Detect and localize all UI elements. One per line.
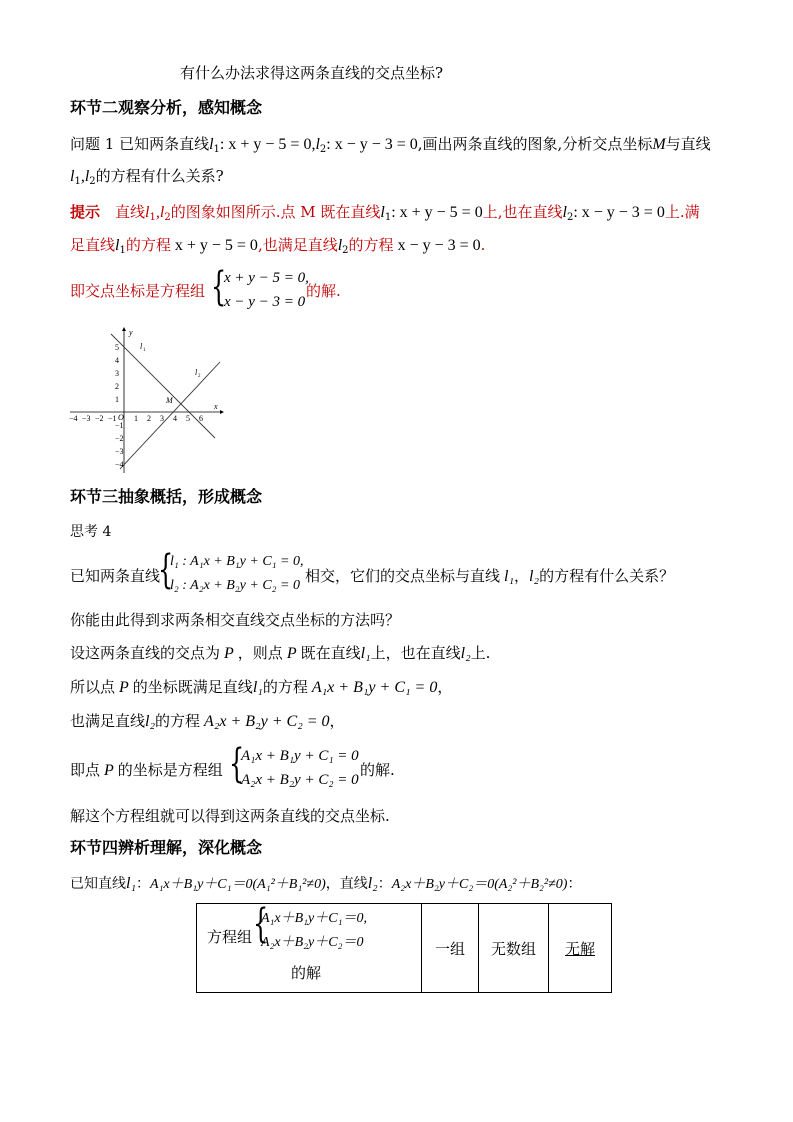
col-one-solution: 一组 xyxy=(422,904,479,993)
graph-l2-sub: 2 xyxy=(198,374,201,379)
s4-eq2: A₂x＋B₂y＋C₂＝0(A₂²＋B₂²≠0) xyxy=(391,877,568,892)
system-cell xyxy=(197,901,422,993)
graph-y-label: y xyxy=(129,328,133,337)
thus-p: P xyxy=(104,762,114,779)
known-suffix-b: 的方程有什么关系？ xyxy=(539,567,675,585)
thus-suffix: 的解. xyxy=(360,761,395,779)
so-l1: l₁ xyxy=(252,679,263,696)
hint-text2: 的图象如图所示.点 M 既在直线 xyxy=(170,203,381,221)
sys-brace: { xyxy=(211,264,227,310)
y-tick-label: 1 xyxy=(115,395,119,404)
hint2-l1-sub: 1 xyxy=(119,245,126,256)
also-line xyxy=(70,711,345,732)
let-c: 既在直线 xyxy=(300,644,361,662)
let-p: P xyxy=(224,645,234,662)
thus-eq2: A₂x + B₂y + C₂ = 0 xyxy=(241,772,359,788)
x-tick-label: −1 xyxy=(108,414,117,423)
q1-l1-sub: 1 xyxy=(74,176,81,187)
hint2-eq1: x + y − 5 = 0 xyxy=(174,237,258,254)
l1-sub: 1 xyxy=(213,144,220,155)
q1-prefix: 问题 1 已知两条直线 xyxy=(70,135,210,153)
hint-l1b-sub: 1 xyxy=(384,212,392,223)
hint2-d: 的方程 xyxy=(348,236,394,254)
known-sys-l1: l₁ : A₁x + B₁y + C₁ = 0, xyxy=(170,554,304,569)
s4-l2: l₂ xyxy=(367,875,378,892)
point-m: M xyxy=(652,136,666,153)
let-l2: l₂ xyxy=(460,645,471,662)
y-tick-label: −3 xyxy=(115,447,124,456)
let-d: 上，也在直线 xyxy=(370,644,461,662)
col-infinite-solutions: 无数组 xyxy=(479,904,549,993)
hint-l2b-sub: 2 xyxy=(566,212,574,223)
so-b: 的坐标既满足直线 xyxy=(132,678,253,696)
hint-label: 提示 xyxy=(70,203,101,221)
l2-eq: : x − y − 3 = 0 xyxy=(326,136,418,153)
graph-m-label: M xyxy=(166,396,173,405)
y-tick-label: 3 xyxy=(115,369,119,378)
let-b: ，则点 xyxy=(237,644,283,662)
so-eq: A₁x + B₁y + C₁ = 0 xyxy=(311,679,438,696)
q1-l1: l xyxy=(70,168,75,185)
graph-l2-label: l xyxy=(195,368,198,377)
x-tick-label: 6 xyxy=(199,414,203,423)
hint2-l1: l xyxy=(115,237,120,254)
x-tick-label: 5 xyxy=(186,414,190,423)
hint2-l2: l xyxy=(337,237,343,254)
thus-prefix xyxy=(70,760,223,781)
table-row xyxy=(197,904,612,993)
also-a: 也满足直线 xyxy=(70,712,146,730)
hint2-e: . xyxy=(480,236,486,254)
hint-line1 xyxy=(70,202,700,223)
hint2-c: ,也满足直线 xyxy=(257,236,338,254)
so-c: 的方程 xyxy=(262,678,308,696)
so-line xyxy=(70,677,452,698)
known-brace: { xyxy=(158,547,174,593)
thus-b: 的坐标是方程组 xyxy=(117,761,223,779)
s4-l1: l₁ xyxy=(126,875,137,892)
solve-line: 解这个方程组就可以得到这两条直线的交点坐标. xyxy=(70,807,390,825)
hint2-b: 的方程 xyxy=(125,236,171,254)
question1-line1 xyxy=(70,134,711,155)
think-label: 思考 4 xyxy=(70,524,112,540)
method-line: 你能由此得到求两条相交直线交点坐标的方法吗？ xyxy=(70,611,401,629)
l2-sub: 2 xyxy=(319,144,327,155)
hint2-eq2: x − y − 3 = 0 xyxy=(397,237,481,254)
hint2-a: 足直线 xyxy=(70,236,116,254)
y-tick-label: −4 xyxy=(115,460,124,469)
sys-prefix: 即交点坐标是方程组 xyxy=(70,282,206,300)
sys-suffix: 的解. xyxy=(306,282,341,300)
graph-x-label: x xyxy=(214,402,218,411)
hint-l1: l xyxy=(145,204,150,221)
q1-mid: ,画出两条直线的图象,分析交点坐标 xyxy=(417,135,653,153)
known-prefix: 已知两条直线 xyxy=(70,567,161,585)
table-eq2: A₂x＋B₂y＋C₂＝0 xyxy=(261,935,364,950)
table-tail: 的解 xyxy=(291,964,322,982)
y-axis-arrow xyxy=(122,327,126,331)
hint-l1b: l xyxy=(380,204,385,221)
known-sys-l2: l₂ : A₂x + B₂y + C₂ = 0 xyxy=(170,578,300,593)
so-d: ， xyxy=(437,678,453,696)
top-question: 有什么办法求得这两条直线的交点坐标? xyxy=(180,64,444,82)
col-no-solution xyxy=(549,904,612,993)
x-tick-label: 4 xyxy=(173,414,177,423)
q1-line2-tail: 的方程有什么关系? xyxy=(95,167,224,185)
hint-l2-sub: 2 xyxy=(164,212,171,223)
known-sep: ， xyxy=(514,567,530,585)
graph-l1-label: l xyxy=(140,342,143,351)
let-p2: P xyxy=(286,645,297,662)
s4-mid: ，直线 xyxy=(325,876,368,892)
known-suffix-a: 相交，它们的交点坐标与直线 xyxy=(305,567,501,585)
s4-eq1: A₁x＋B₁y＋C₁＝0(A₁²＋B₁²≠0) xyxy=(150,877,326,892)
l1-eq: : x + y − 5 = 0, xyxy=(219,136,316,153)
l2-name: l xyxy=(315,136,320,153)
y-tick-label: −2 xyxy=(115,434,124,443)
x-axis-arrow xyxy=(220,410,224,414)
question1-line2 xyxy=(70,166,224,187)
s4-end: ： xyxy=(567,876,582,892)
hint-eq1: : x + y − 5 = 0 xyxy=(391,204,483,221)
x-tick-label: −4 xyxy=(69,414,78,423)
so-a: 所以点 xyxy=(70,678,116,696)
intersection-graph xyxy=(68,325,228,475)
so-p: P xyxy=(119,679,129,696)
section3-heading: 环节三抽象概括，形成概念 xyxy=(70,487,263,506)
also-eq: A₂x + B₂y + C₂ = 0 xyxy=(204,713,330,730)
hint2-l2-sub: 2 xyxy=(342,245,349,256)
thus-eq1: A₁x + B₁y + C₁ = 0 xyxy=(241,748,359,764)
section4-heading: 环节四辨析理解，深化概念 xyxy=(70,838,263,857)
x-tick-label: −2 xyxy=(95,414,104,423)
q1-tail: 与直线 xyxy=(665,135,711,153)
sys-eq2: x − y − 3 = 0 xyxy=(224,294,306,310)
y-tick-label: 4 xyxy=(115,356,119,365)
q1-l2-sub: 2 xyxy=(89,176,96,187)
graph-l1-sub: 1 xyxy=(143,348,146,353)
y-tick-label: 5 xyxy=(115,343,119,352)
y-tick-label: −1 xyxy=(115,421,124,430)
also-c: ， xyxy=(329,712,345,730)
let-l1: l₁ xyxy=(360,645,371,662)
s4-colon: ： xyxy=(136,876,151,892)
s4-colon2: ： xyxy=(377,876,392,892)
no-solution-text: 无解 xyxy=(564,939,595,958)
thus-a: 即点 xyxy=(70,761,101,779)
sys-eq1: x + y − 5 = 0, xyxy=(224,270,309,286)
let-a: 设这两条直线的交点为 xyxy=(70,644,221,662)
let-e: 上. xyxy=(470,644,491,662)
hint-text1: 直线 xyxy=(100,203,146,221)
table-brace: { xyxy=(253,901,269,947)
let-line xyxy=(70,643,490,664)
hint-l2: ,l xyxy=(155,204,165,221)
section2-heading: 环节二观察分析，感知概念 xyxy=(70,98,263,117)
hint-line2 xyxy=(70,235,485,256)
hint-eq2: : x − y − 3 = 0 xyxy=(573,204,665,221)
s4-known-a: 已知直线 xyxy=(70,876,126,892)
hint-l2b: l xyxy=(562,204,567,221)
section4-known-line xyxy=(70,874,581,895)
known-l1: l₁ xyxy=(504,568,515,585)
x-tick-label: −3 xyxy=(82,414,91,423)
also-b: 的方程 xyxy=(155,712,201,730)
graph-origin: O xyxy=(118,413,124,422)
hint-l1-sub: 1 xyxy=(149,212,156,223)
l1-name: l xyxy=(209,136,214,153)
x-tick-label: 1 xyxy=(134,414,138,423)
x-tick-label: 3 xyxy=(160,414,164,423)
q1-l2: ,l xyxy=(80,168,90,185)
y-tick-label: 2 xyxy=(115,382,119,391)
also-l2: l₂ xyxy=(145,713,156,730)
hint-text3: 上,也在直线 xyxy=(482,203,563,221)
known-l2: l₂ xyxy=(529,568,540,585)
known-suffix xyxy=(305,566,674,587)
thus-brace: { xyxy=(229,741,245,787)
table-lead: 方程组 xyxy=(207,928,253,946)
table-eq1: A₁x＋B₁y＋C₁＝0, xyxy=(261,911,367,926)
x-tick-label: 2 xyxy=(147,414,151,423)
solution-table xyxy=(196,903,612,993)
hint-text4: 上.满 xyxy=(664,203,700,221)
